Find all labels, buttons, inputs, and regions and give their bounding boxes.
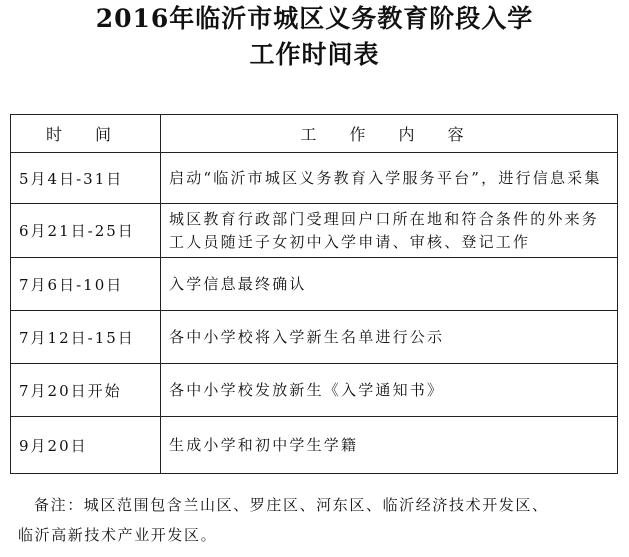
table-row <box>11 204 618 258</box>
work-content-cell: 各中小学校将入学新生名单进行公示 <box>161 311 618 364</box>
work-content-cell: 入学信息最终确认 <box>161 258 618 311</box>
table-row <box>11 311 618 364</box>
time-cell: 7月20日开始 <box>11 364 161 417</box>
table-header-row <box>11 115 618 153</box>
document-title-line-1: 2016年临沂市城区义务教育阶段入学 <box>95 4 534 33</box>
document-title-line-2: 工作时间表 <box>249 40 380 69</box>
work-content-cell: 城区教育行政部门受理回户口所在地和符合条件的外来务工人员随迁子女初中入学申请、审核、登记工作 <box>161 204 618 258</box>
table-row <box>11 153 618 204</box>
work-content-cell: 启动“临沂市城区义务教育入学服务平台”，进行信息采集 <box>161 153 618 204</box>
work-content-cell: 各中小学校发放新生《入学通知书》 <box>161 364 618 417</box>
header-time: 时 间 <box>11 115 161 153</box>
note-line-2: 临沂高新技术产业开发区。 <box>18 526 218 544</box>
time-cell: 6月21日-25日 <box>11 204 161 258</box>
time-cell: 5月4日-31日 <box>11 153 161 204</box>
time-cell: 7月6日-10日 <box>11 258 161 311</box>
table-row <box>11 364 618 417</box>
schedule-table <box>10 114 618 474</box>
note-line-1: 备注：城区范围包含兰山区、罗庄区、河东区、临沂经济技术开发区、 <box>34 496 549 514</box>
time-cell: 7月12日-15日 <box>11 311 161 364</box>
table-row <box>11 417 618 474</box>
header-work-content: 工 作 内 容 <box>161 115 618 153</box>
work-content-cell: 生成小学和初中学生学籍 <box>161 417 618 474</box>
table-row <box>11 258 618 311</box>
time-cell: 9月20日 <box>11 417 161 474</box>
